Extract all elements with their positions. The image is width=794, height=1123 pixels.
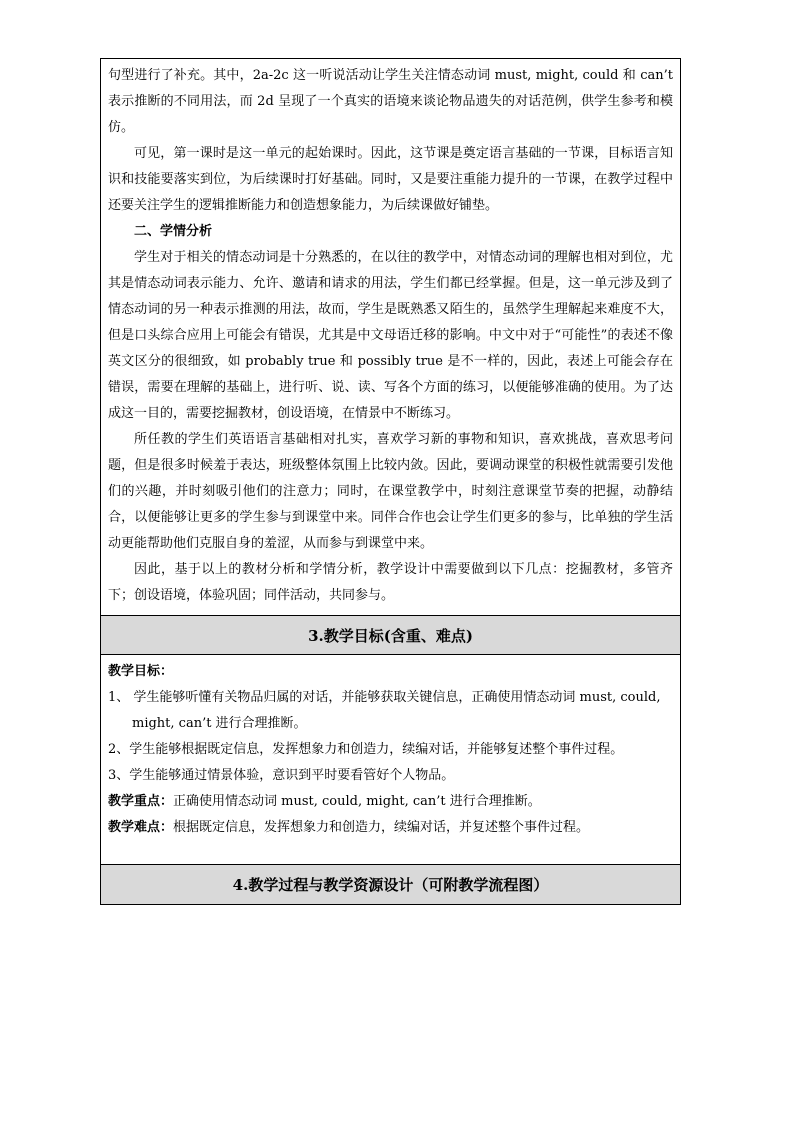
analysis-cell [101,59,680,615]
objective-item: 2、学生能够根据既定信息，发挥想象力和创造力，续编对话，并能够复述整个事件过程。 [108,742,624,757]
objective-item: 1、 学生能够听懂有关物品归属的对话，并能够获取关键信息，正确使用情态动词 must, could, might, can’t 进行合理推断。 [108,690,661,731]
section4-title: 4.教学过程与教学资源设计（可附教学流程图） [232,876,549,894]
section4-header [101,864,680,904]
analysis-paragraph: 所任教的学生们英语语言基础相对扎实，喜欢学习新的事物和知识，喜欢挑战，喜欢思考问题，但是很多时候羞于表达，班级整体氛围上比较内敛。因此，要调动课堂的积极性就需要引发他们的兴趣，并时刻吸引他们的注意力；同时，在课堂教学中，时刻注意课堂节奏的把握，动静结合，以便能够让更多的学生参与到课堂中来。同伴合作也会让学生们更多的参与，比单独的学生活动更能帮助他们克服自身的羞涩，从而参与到课堂中来。 [108,432,673,551]
objectives-label: 教学目标： [108,664,174,679]
section3-title: 3.教学目标(含重、难点) [308,626,473,645]
analysis-paragraph: 句型进行了补充。其中，2a-2c 这一听说活动让学生关注情态动词 must, might, could 和 can’t 表示推断的不同用法，而 2d 呈现了一个真实的语境来谈论物品遗失的对话范例，供学生参考和模仿。 [108,68,673,135]
analysis-paragraph: 可见，第一课时是这一单元的起始课时。因此，这节课是奠定语言基础的一节课，目标语言知识和技能要落实到位，为后续课时打好基础。同时，又是要注重能力提升的一节课，在教学过程中还要关注学生的逻辑推断能力和创造想象能力，为后续课做好铺垫。 [108,146,673,213]
difficult-point-line [108,815,673,841]
key-point-text: 正确使用情态动词 must, could, might, can’t 进行合理推断。 [173,794,541,809]
section3-header [101,615,680,655]
lesson-plan-table [100,58,681,905]
objective-item: 3、学生能够通过情景体验，意识到平时要看管好个人物品。 [108,768,455,783]
difficult-point-label: 教学难点： [108,820,174,835]
analysis-paragraph: 学生对于相关的情态动词是十分熟悉的，在以往的教学中，对情态动词的理解也相对到位，尤其是情态动词表示能力、允许、邀请和请求的用法，学生们都已经掌握。但是，这一单元涉及到了情态动词的另一种表示推测的用法，故而，学生是既熟悉又陌生的，虽然学生理解起来难度不大，但是口头综合应用上可能会有错误，尤其是中文母语迁移的影响。中文中对于“可能性”的表述不像英文区分的很细致，如 probably true 和 possibly true 是不一样的，因此，表述上可能会存在错误，需要在理解的基础上，进行听、说、读、写各个方面的练习，以便能够准确的使用。为了达成这一目的，需要挖掘教材，创设语境，在情景中不断练习。 [108,250,673,421]
student-analysis-heading: 二、学情分析 [134,224,213,239]
difficult-point-text: 根据既定信息，发挥想象力和创造力，续编对话，并复述整个事件过程。 [173,820,590,835]
analysis-paragraph: 因此，基于以上的教材分析和学情分析，教学设计中需要做到以下几点：挖掘教材，多管齐下；创设语境，体验巩固；同伴活动，共同参与。 [108,562,673,603]
objectives-cell [101,655,680,864]
key-point-label: 教学重点： [108,794,174,809]
key-point-line [108,789,673,815]
